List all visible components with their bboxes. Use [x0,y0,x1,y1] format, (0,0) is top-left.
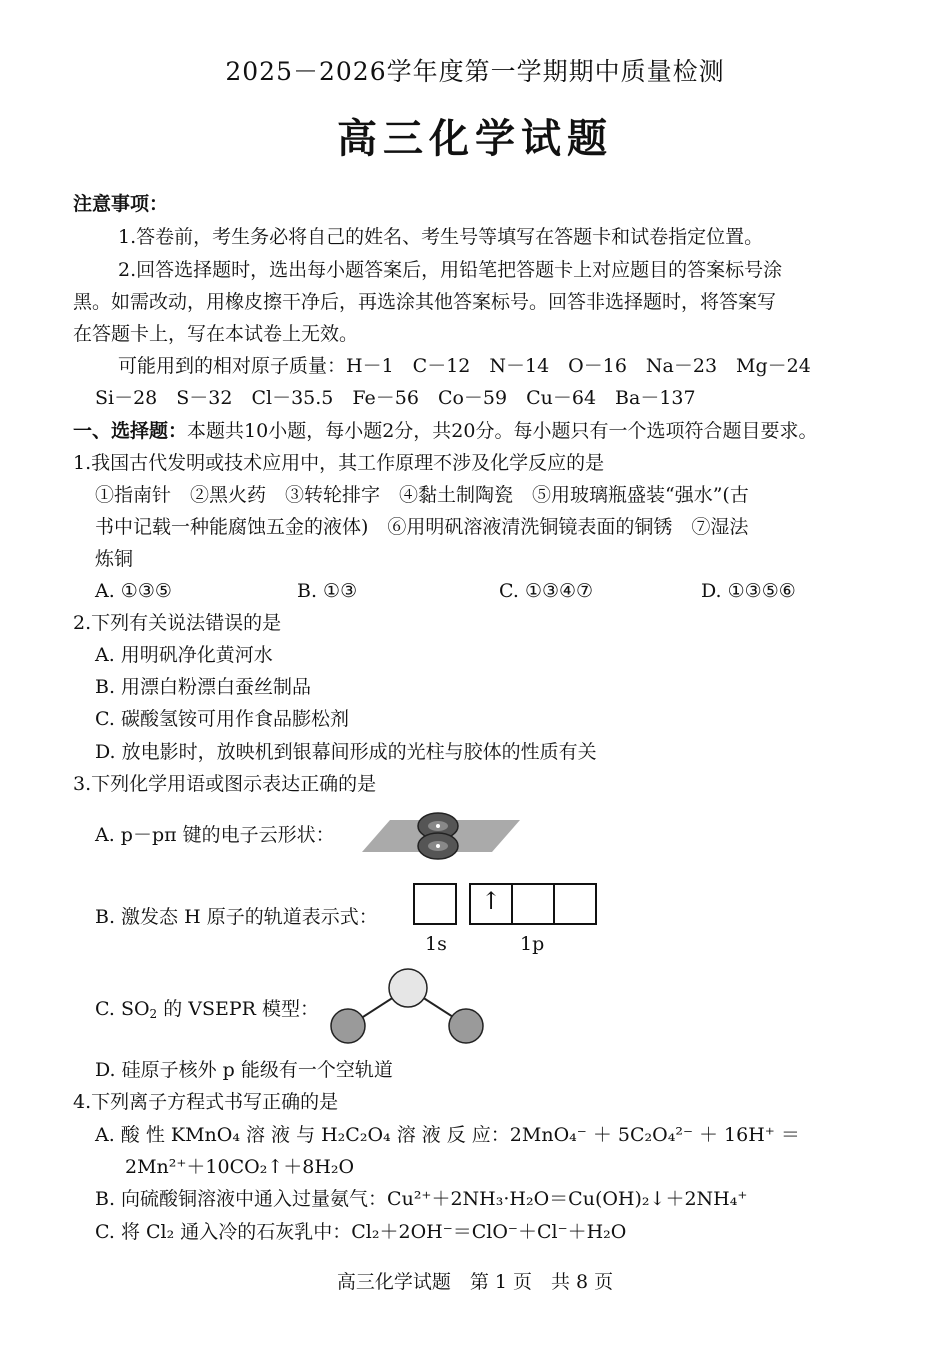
q1-items-b: 书中记载一种能腐蚀五金的液体) ⑥用明矾溶液清洗铜镜表面的铜锈 ⑦湿法 [95,516,749,538]
notice-line-2c: 在答题卡上，写在本试卷上无效。 [73,323,359,345]
q2-stem: 2.下列有关说法错误的是 [73,612,282,634]
atomic-mass-line-b: Si－28 S－32 Cl－35.5 Fe－56 Co－59 Cu－64 Ba－137 [95,387,696,409]
section-1-heading: 一、选择题： [73,420,188,442]
q3-option-b: B. 激发态 H 原子的轨道表示式： [95,906,378,928]
q2-option-d: D. 放电影时，放映机到银幕间形成的光柱与胶体的性质有关 [95,741,597,763]
oxygen-atom-right [449,1009,483,1043]
q4-option-b: B. 向硫酸铜溶液中通入过量氨气：Cu²⁺＋2NH₃·H₂O＝Cu(OH)₂↓＋2NH₄⁺ [95,1188,748,1210]
pi-bond-cloud-figure [360,806,522,864]
q3-c-subscript: 2 [149,1007,158,1021]
q4-option-a-line1: A. 酸 性 KMnO₄ 溶 液 与 H₂C₂O₄ 溶 液 反 应：2MnO₄⁻ ＋ 5C₂O₄²⁻ ＋ 16H⁺ ＝ [95,1124,800,1146]
q4-option-c: C. 将 Cl₂ 通入冷的石灰乳中：Cl₂＋2OH⁻＝ClO⁻＋Cl⁻＋H₂O [95,1221,627,1243]
q1-option-b: B. ①③ [297,580,358,602]
q1-items-c: 炼铜 [95,548,134,570]
so2-vsepr-model [328,966,484,1046]
q2-option-a: A. 用明矾净化黄河水 [95,644,273,666]
q3-option-a: A. p－pπ 键的电子云形状： [95,824,335,846]
q3-c-suffix: 的 VSEPR 模型： [157,998,320,1020]
orbital-label-1p: 1p [520,933,545,955]
q1-stem: 1.我国古代发明或技术应用中，其工作原理不涉及化学反应的是 [73,452,605,474]
orbital-1p-box-2 [512,884,554,924]
section-1-desc: 本题共10小题，每小题2分，共20分。每小题只有一个选项符合题目要求。 [187,420,818,442]
lower-nucleus [436,844,440,848]
q3-stem: 3.下列化学用语或图示表达正确的是 [73,773,377,795]
q1-option-c: C. ①③④⑦ [499,580,594,602]
q3-option-d: D. 硅原子核外 p 能级有一个空轨道 [95,1059,393,1081]
q1-items-a: ①指南针 ②黑火药 ③转轮排字 ④黏土制陶瓷 ⑤用玻璃瓶盛装“强水”(古 [95,484,749,506]
atomic-mass-line-a: 可能用到的相对原子质量：H－1 C－12 N－14 O－16 Na－23 Mg－24 [118,355,811,377]
upper-nucleus [436,824,440,828]
exam-title: 高三化学试题 [337,115,613,162]
notice-line-2b: 黑。如需改动，用橡皮擦干净后，再选涂其他答案标号。回答非选择题时，将答案写 [73,291,777,313]
sulfur-atom [389,969,427,1007]
page-footer: 高三化学试题 第 1 页 共 8 页 [336,1271,614,1293]
section-1-header [73,419,817,443]
q4-option-a-line2: 2Mn²⁺＋10CO₂↑＋8H₂O [125,1156,355,1178]
q3-c-prefix: C. SO [95,998,150,1020]
notice-heading: 注意事项： [73,193,169,215]
orbital-1s-box [414,884,456,924]
orbital-1p-box-3 [554,884,596,924]
q1-option-a: A. ①③⑤ [95,580,172,602]
q4-stem: 4.下列离子方程式书写正确的是 [73,1091,339,1113]
notice-line-2a: 2.回答选择题时，选出每小题答案后，用铅笔把答题卡上对应题目的答案标号涂 [118,259,783,281]
q2-option-b: B. 用漂白粉漂白蚕丝制品 [95,676,312,698]
orbital-label-1s: 1s [425,933,447,955]
notice-line-1: 1.答卷前，考生务必将自己的姓名、考生号等填写在答题卡和试卷指定位置。 [118,226,764,248]
q2-option-c: C. 碳酸氢铵可用作食品膨松剂 [95,708,349,730]
electron-spin-arrow: ↑ [480,887,502,915]
oxygen-atom-left [331,1009,365,1043]
q3-option-c [95,997,319,1026]
q1-option-d: D. ①③⑤⑥ [701,580,796,602]
exam-subtitle: 2025－2026学年度第一学期期中质量检测 [225,57,725,86]
